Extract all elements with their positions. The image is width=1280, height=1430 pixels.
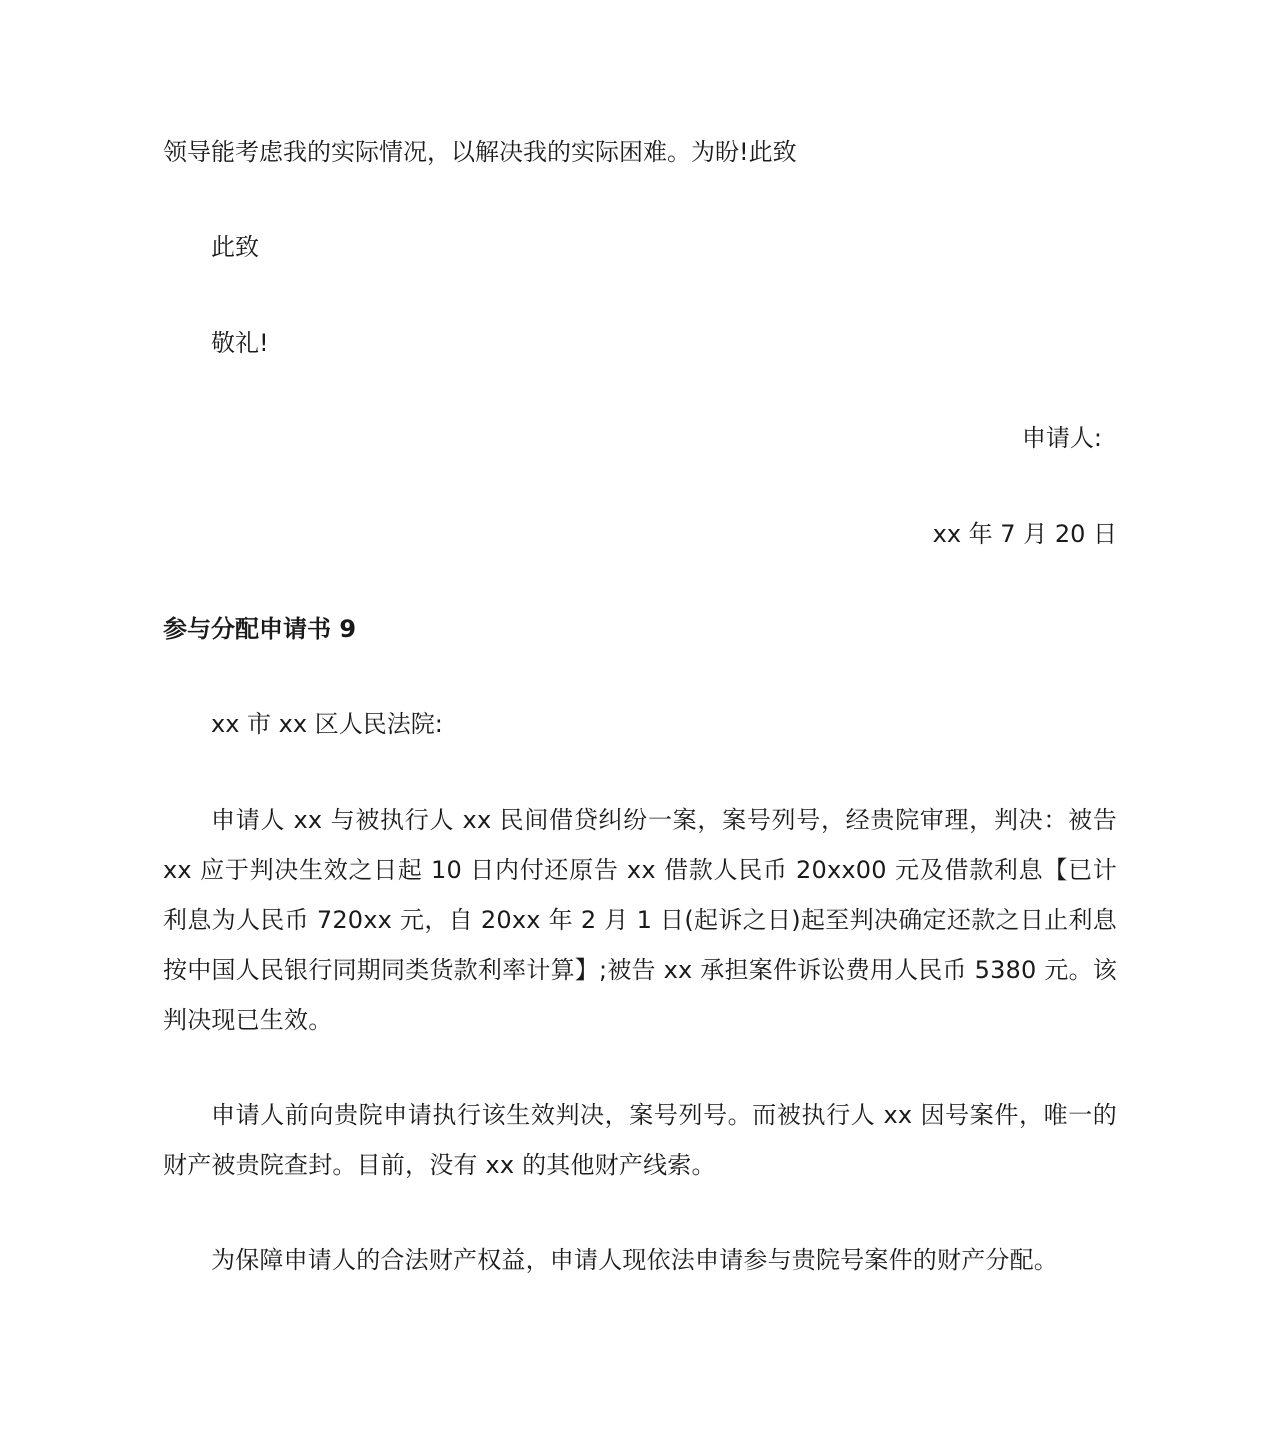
date-line: xx 年 7 月 20 日 xyxy=(932,520,1117,548)
salutation: 此致 xyxy=(211,233,259,261)
addressee: xx 市 xx 区人民法院: xyxy=(211,710,443,738)
paragraph-request: 为保障申请人的合法财产权益，申请人现依法申请参与贵院号案件的财产分配。 xyxy=(211,1246,1058,1274)
regards: 敬礼! xyxy=(211,329,269,357)
signature-label: 申请人: xyxy=(1021,424,1102,452)
paragraph-judgment: 申请人 xx 与被执行人 xx 民间借贷纠纷一案，案号列号，经贵院审理，判决：被告 xx 应于判决生效之日起 10 日内付还原告 xx 借款人民币 20xx00 元及借款利息【已计利息为人民币 720xx 元，自 20xx 年 2 月 1 日(起诉之日)起至判决确定还款之日止利息按中国人民银行同期同类货款利率计算】;被告 xx 承担案件诉讼费用人民币 5380 元。该判决现已生效。 xyxy=(163,806,1117,1034)
section-title: 参与分配申请书 9 xyxy=(163,615,357,643)
paragraph-execution: 申请人前向贵院申请执行该生效判决，案号列号。而被执行人 xx 因号案件，唯一的财产被贵院查封。目前，没有 xx 的其他财产线索。 xyxy=(163,1101,1117,1179)
closing-line: 领导能考虑我的实际情况，以解决我的实际困难。为盼!此致 xyxy=(163,138,797,166)
